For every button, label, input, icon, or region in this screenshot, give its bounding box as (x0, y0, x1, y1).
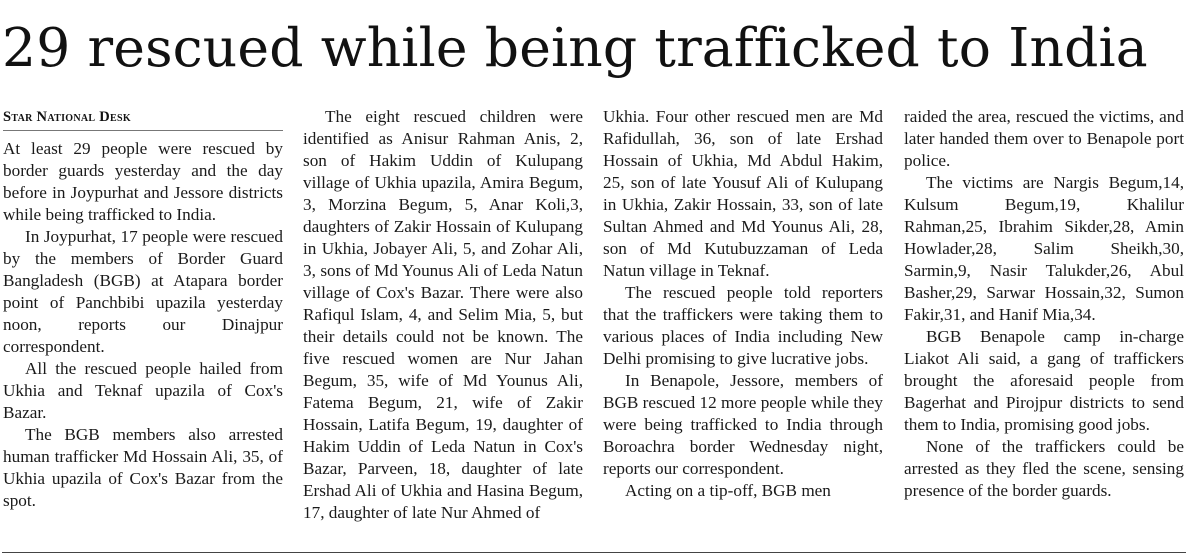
paragraph: Ukhia. Four other rescued men are Md Rafidullah, 36, son of late Ershad Hossain of Ukhia, Md Abdul Hakim, 25, son of late Yousuf Ali of Kulupang in Ukhia, Zakir Hossain, 33, son of late Sultan Ahmed and Md Younus Ali, 28, son of Md Kutubuzzaman of Leda Natun village in Teknaf. (603, 107, 883, 280)
paragraph: At least 29 people were rescued by border guards yesterday and the day before in Joypurhat and Jessore districts while being trafficked to India. (3, 139, 283, 224)
paragraph: None of the traffickers could be arrested as they fled the scene, sensing presence of the border guards. (904, 437, 1184, 500)
article-column-3 (603, 106, 883, 502)
paragraph: raided the area, rescued the victims, and later handed them over to Benapole port police. (904, 107, 1184, 170)
article-column-2 (303, 106, 583, 524)
paragraph: The BGB members also arrested human trafficker Md Hossain Ali, 35, of Ukhia upazila of Cox's Bazar from the spot. (3, 425, 283, 510)
byline-divider (3, 130, 283, 131)
paragraph: All the rescued people hailed from Ukhia and Teknaf upazila of Cox's Bazar. (3, 359, 283, 422)
byline: Star National Desk (3, 109, 131, 125)
paragraph: The victims are Nargis Begum,14, Kulsum Begum,19, Khalilur Rahman,25, Ibrahim Sikder,28, Amin Howlader,28, Salim Sheikh,30, Sarmin,9, Nasir Talukder,26, Abul Basher,29, Sarwar Hossain,32, Sumon Fakir,31, and Hanif Mia,34. (904, 173, 1184, 324)
paragraph: In Benapole, Jessore, members of BGB rescued 12 more people while they were being trafficked to India through Boroachra border Wednesday night, reports our correspondent. (603, 371, 883, 478)
paragraph: In Joypurhat, 17 people were rescued by the members of Border Guard Bangladesh (BGB) at Atapara border point of Panchbibi upazila yesterday noon, reports our Dinajpur correspondent. (3, 227, 283, 356)
article-column-1 (3, 106, 283, 512)
article-column-4 (904, 106, 1184, 502)
bottom-divider (2, 552, 1186, 553)
paragraph: BGB Benapole camp in-charge Liakot Ali said, a gang of traffickers brought the aforesaid people from Bagerhat and Pirojpur districts to send them to India, promising good jobs. (904, 327, 1184, 434)
paragraph: The rescued people told reporters that the traffickers were taking them to various places of India including New Delhi promising to give lucrative jobs. (603, 283, 883, 368)
headline: 29 rescued while being trafficked to India (2, 16, 1148, 79)
paragraph: Acting on a tip-off, BGB men (625, 481, 831, 500)
paragraph: The eight rescued children were identified as Anisur Rahman Anis, 2, son of Hakim Uddin of Kulupang village of Ukhia upazila, Amira Begum, 3, Morzina Begum, 5, Anar Koli,3, daughters of Zakir Hossain of Kulupang in Ukhia, Jobayer Ali, 5, and Zohar Ali, 3, sons of Md Younus Ali of Leda Natun village of Cox's Bazar. There were also Rafiqul Islam, 4, and Selim Mia, 5, but their details could not be known. The five rescued women are Nur Jahan Begum, 35, wife of Md Younus Ali, Fatema Begum, 21, wife of Zakir Hossain, Latifa Begum, 19, daughter of Hakim Uddin of Leda Natun in Cox's Bazar, Parveen, 18, daughter of late Ershad Ali of Ukhia and Hasina Begum, 17, daughter of late Nur Ahmed of (303, 107, 583, 522)
